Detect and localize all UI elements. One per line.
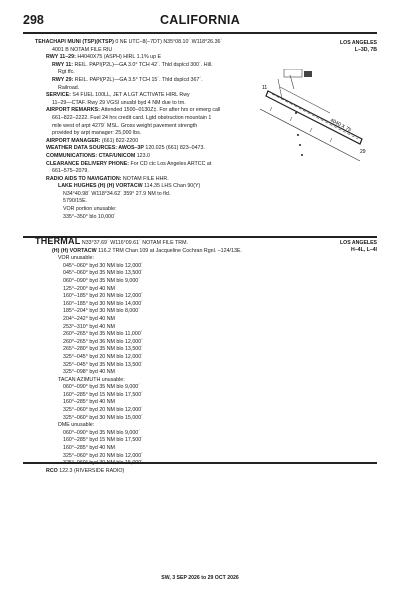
- detail-text: 260°–265° byd 36 NM blo 12,000´: [63, 338, 143, 345]
- detail-text: NOTAM FILE HHR.: [121, 175, 169, 182]
- detail-text: 265°–280° byd 35 NM blo 13,500´: [63, 346, 143, 353]
- detail-line: [46, 130, 222, 138]
- detail-text: 335°–350° blo 10,000´: [63, 213, 116, 220]
- detail-text: 160°–185° byd 30 NM blo 14,000´: [63, 300, 143, 307]
- detail-text: 325°–098° byd 40 NM: [63, 369, 115, 376]
- detail-line: [46, 69, 222, 77]
- detail-text: 325°–060° byd 20 NM blo 12,000´: [63, 452, 143, 459]
- detail-line: [46, 100, 222, 108]
- detail-label: RWY 11:: [52, 61, 74, 68]
- detail-line: [46, 123, 222, 131]
- detail-line: [46, 399, 242, 407]
- detail-label: (H) (H) VORTACW: [52, 247, 97, 254]
- detail-line: [46, 293, 242, 301]
- detail-text: 045°–060° byd 30 NM blo 12,000´: [63, 262, 143, 269]
- diagram-railroad: [260, 107, 360, 161]
- detail-text: 160°–285° byd 15 NM blo 17,500´: [63, 391, 143, 398]
- detail-line: [46, 145, 222, 153]
- detail-line: [46, 85, 222, 93]
- detail-line: [46, 354, 242, 362]
- page-number: 298: [23, 13, 44, 27]
- detail-text: 114.35 LHS Chan 90(Y): [142, 183, 201, 190]
- detail-text: mile west of arpt 4279´ MSL. Gross weight pavement strength: [52, 122, 198, 129]
- detail-text: 325°–060° byd 20 NM blo 12,000´: [63, 407, 143, 414]
- detail-line: [46, 415, 242, 423]
- chart-type: L–3D, 7B: [354, 47, 377, 54]
- detail-text: 120.025 (661) 823–0473.: [143, 145, 205, 152]
- detail-text: VOR portion unusable:: [63, 206, 117, 213]
- detail-line: [46, 346, 242, 354]
- detail-label: RWY 11–29:: [46, 54, 76, 61]
- airport-entry-tehachapi: [35, 39, 223, 221]
- detail-text: provided by arpt manager: 25,000 lbs.: [52, 130, 142, 137]
- detail-text: 661–822–2222. Fuel 24 hrs credit card. Lgtd obstruction mountain 1: [52, 114, 212, 121]
- detail-text: S4 FUEL 100LL, JET A LGT ACTIVATE HIRL Rwy: [70, 92, 190, 99]
- detail-line: [46, 115, 222, 123]
- detail-line: [46, 191, 222, 199]
- detail-text: 325°–060° byd 30 NM blo 15,000´: [63, 414, 143, 421]
- end-rule: [23, 462, 377, 464]
- detail-line: [46, 430, 242, 438]
- diagram-runway-dims: 4040 X 75: [329, 117, 353, 134]
- header-rule: [23, 32, 377, 34]
- detail-line: [46, 422, 242, 430]
- airport-details: [46, 54, 222, 221]
- detail-text: H4040X75 (ASPH) HIRL 1.1% up E: [75, 54, 162, 61]
- detail-line: [46, 369, 242, 377]
- detail-line: [46, 308, 242, 316]
- detail-line: [46, 168, 222, 176]
- detail-text: TACAN AZIMUTH unusable:: [58, 376, 125, 383]
- detail-text: 045°–060° byd 35 NM blo 13,500´: [63, 270, 143, 277]
- detail-text: 116.2 TRM Chan 109 at Jacqueline Cochran Rgnl. –124/13E.: [96, 247, 242, 254]
- diagram-lighted-obstructions: [295, 112, 303, 156]
- detail-label: AIRPORT MANAGER:: [46, 137, 101, 144]
- detail-text: 123.0: [135, 152, 150, 159]
- detail-text: 11–29—CTAF. Rwy 29 VGSI unusbl byd 4 NM due to trn.: [52, 99, 186, 106]
- detail-text: 160°–285° byd 15 NM blo 17,500´: [63, 437, 143, 444]
- detail-text: 5790/15E.: [63, 198, 88, 205]
- airport-ident: (TSP)(KTSP): [82, 39, 114, 45]
- detail-line: [46, 468, 242, 476]
- detail-text: 160°–185° byd 20 NM blo 12,000´: [63, 293, 143, 300]
- airport-title-rest: 0 NE UTC–8(–7DT) N35°08.10´ W118°26.36´: [115, 39, 223, 45]
- detail-line: [46, 255, 242, 263]
- airport-diagram: [260, 69, 370, 184]
- detail-label: SERVICE:: [46, 92, 71, 99]
- detail-line: [46, 407, 242, 415]
- footer-effective-dates: SW, 3 SEP 2026 to 29 OCT 2026: [161, 575, 239, 581]
- detail-text: REIL. PAPI(P2L)—GA 3.5° TCH 15´. Thld dsplcd 367´.: [73, 76, 203, 83]
- diagram-runway: [266, 91, 362, 144]
- detail-line: [46, 437, 242, 445]
- detail-line: [46, 206, 222, 214]
- detail-line: [46, 54, 222, 62]
- detail-text: 253°–310° byd 40 NM: [63, 323, 115, 330]
- navaid-name: THERMAL: [35, 236, 81, 246]
- detail-label: LAKE HUGHES (H) (H) VORTACW: [58, 183, 143, 190]
- chart-ref-thermal: [340, 240, 377, 255]
- detail-label: CLEARANCE DELIVERY PHONE:: [46, 160, 129, 167]
- detail-line: [46, 263, 242, 271]
- airport-name: TEHACHAPI MUNI: [35, 39, 81, 45]
- detail-line: [46, 270, 242, 278]
- detail-text: REIL. PAPI(P2L)—GA 3.0° TCH 42´. Thld dsplcd 300´. Hill.: [73, 61, 213, 68]
- detail-line: [46, 248, 242, 256]
- detail-text: DME unusable:: [58, 422, 95, 429]
- detail-line: [46, 316, 242, 324]
- page-header: [0, 0, 400, 34]
- detail-text: (661) 822-2200: [100, 137, 139, 144]
- detail-label: WEATHER DATA SOURCES: AWOS–3P: [46, 145, 144, 152]
- detail-text: 160°–285° byd 40 NM: [63, 445, 115, 452]
- detail-text: VOR unusable:: [58, 255, 94, 262]
- detail-text: N34°40.98´ W118°34.62´ 359° 27.9 NM to fld.: [63, 190, 171, 197]
- detail-line: [46, 339, 242, 347]
- detail-text: Attended 1500–0130Z‡. For after hrs or emerg call: [99, 107, 221, 114]
- detail-line: [46, 153, 222, 161]
- detail-text: 325°–045° byd 20 NM blo 12,000´: [63, 353, 143, 360]
- state-title: CALIFORNIA: [159, 13, 241, 27]
- chart-region: LOS ANGELES: [340, 40, 377, 46]
- chart-type: H–4L, L–4I: [351, 247, 377, 254]
- detail-line: [46, 278, 242, 286]
- detail-line: [46, 198, 222, 206]
- detail-line: [46, 453, 242, 461]
- detail-text: 204°–242° byd 40 NM: [63, 315, 115, 322]
- detail-label: RCO: [46, 467, 58, 474]
- detail-line: [46, 324, 242, 332]
- detail-text: 260°–265° byd 35 NM blo 11,000´: [63, 331, 143, 338]
- detail-text: 060°–090° byd 35 NM blo 9,000´: [63, 277, 140, 284]
- detail-line: [46, 331, 242, 339]
- detail-line: [46, 62, 222, 70]
- detail-line: [46, 77, 222, 85]
- detail-text: Rgt tfc.: [58, 69, 75, 76]
- detail-label: AIRPORT REMARKS:: [46, 107, 100, 114]
- navaid-details: [46, 248, 242, 476]
- detail-line: [46, 362, 242, 370]
- detail-text: 060°–090° byd 35 NM blo 9,000´: [63, 429, 140, 436]
- detail-line: [46, 286, 242, 294]
- detail-text: For CD ctc Los Angeles ARTCC at: [129, 160, 212, 167]
- detail-text: 060°–090° byd 35 NM blo 9,000´: [63, 384, 140, 391]
- detail-text: 325°–045° byd 35 NM blo 13,500´: [63, 361, 143, 368]
- detail-text: 661–575–2079.: [52, 168, 89, 175]
- detail-line: [46, 107, 222, 115]
- navaid-title-rest: N33°37.69´ W116°09.61´ NOTAM FILE TRM.: [81, 240, 188, 246]
- detail-label: COMMUNICATIONS: CTAF/UNICOM: [46, 152, 136, 159]
- diagram-rwy-end-29: 29: [360, 149, 366, 155]
- detail-text: Railroad.: [58, 84, 80, 91]
- chart-ref-tehachapi: [340, 40, 377, 55]
- detail-line: [46, 301, 242, 309]
- detail-line: [46, 445, 242, 453]
- detail-line: [46, 384, 242, 392]
- detail-line: [46, 161, 222, 169]
- detail-line: [46, 176, 222, 184]
- diagram-rwy-end-11: 11: [262, 85, 268, 91]
- chart-region: LOS ANGELES: [340, 240, 377, 246]
- detail-line: [46, 138, 222, 146]
- detail-text: 125°–200° byd 40 NM: [63, 285, 115, 292]
- airport-elev-line: 4001 B NOTAM FILE RIU: [52, 46, 113, 53]
- detail-text: 122.3 (RIVERSIDE RADIO): [57, 467, 125, 474]
- detail-line: [46, 392, 242, 400]
- detail-label: RADIO AIDS TO NAVIGATION:: [46, 175, 122, 182]
- detail-text: 185°–204° byd 30 NM blo 8,000´: [63, 308, 140, 315]
- detail-line: [46, 214, 222, 222]
- detail-text: 160°–285° byd 40 NM: [63, 399, 115, 406]
- detail-line: [46, 183, 222, 191]
- detail-label: RWY 29:: [52, 76, 74, 83]
- detail-line: [46, 377, 242, 385]
- navaid-entry-thermal: [35, 236, 242, 475]
- detail-line: [46, 92, 222, 100]
